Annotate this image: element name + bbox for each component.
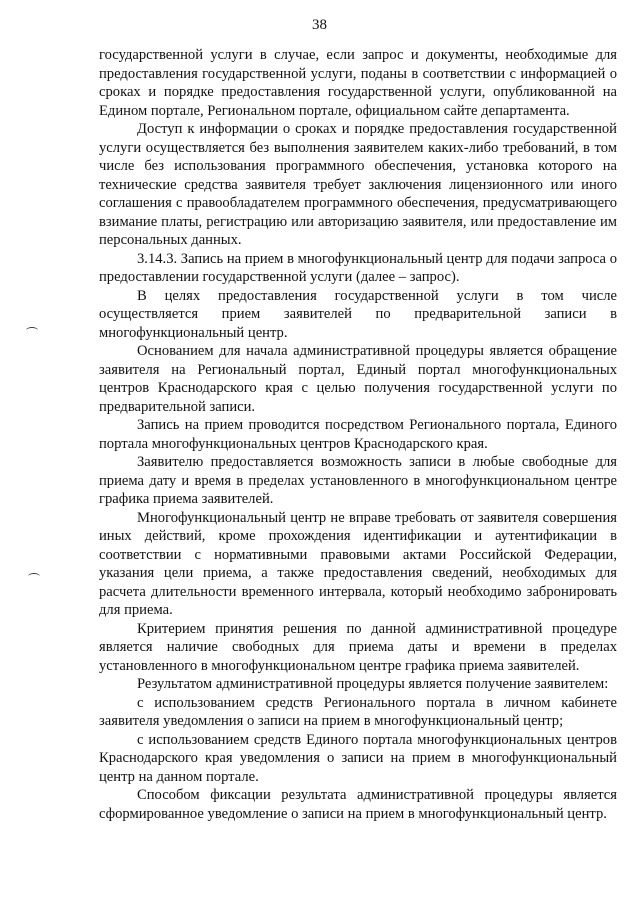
paragraph-result-regional: с использованием средств Регионального портала в личном кабинете заявителя уведомления о записи на прием в многофункциональный центр; [99,694,617,729]
paragraph-continuation: государственной услуги в случае, если запрос и документы, необходимые для предоставления государственной услуги, поданы в соответствии с информацией о сроках и порядке предоставления государственной услуги, опубликованной на Едином портале, Региональном портале, официальном сайте департамента. [99,47,617,119]
paragraph-preliminary-record: В целях предоставления государственной услуги в том числе осуществляется прием заявителей по предварительной записи в многофункциональный центр. [99,287,617,341]
paragraph-access-info: Доступ к информации о сроках и порядке предоставления государственной услуги осуществляется без выполнения заявителем каких-либо требований, в том числе без использования программного обеспечения, установка которого на технические средства заявителя требует заключения лицензионного или иного соглашения с правообладателем программного обеспечения, предусматривающего взимание платы, регистрацию или авторизацию заявителя, или предоставление им персональных данных. [99,121,617,248]
paragraph-result: Результатом административной процедуры является получение заявителем: [137,676,609,692]
section-heading-3-14-3: 3.14.3. Запись на прием в многофункциональный центр для подачи запроса о предоставлении государственной услуги (далее – запрос). [99,250,617,285]
margin-mark-lower [28,573,40,580]
paragraph-record-means: Запись на прием проводится посредством Регионального портала, Единого портала многофункциональных центров Краснодарского края. [99,417,617,452]
paragraph-basis: Основанием для начала административной процедуры является обращение заявителя на Региональный портал, Единый портал многофункциональных центров Краснодарского края с целью получения государственной услуги по предварительной записи. [99,343,617,415]
margin-mark-upper [26,327,38,334]
paragraph-fixation: Способом фиксации результата административной процедуры является сформированное уведомление о записи на прием в многофункциональный центр. [99,787,617,822]
paragraph-result-unified: с использованием средств Единого портала многофункциональных центров Краснодарского края уведомления о записи на прием в многофункциональный центр на данном портале. [99,731,617,785]
paragraph-decision-criterion: Критерием принятия решения по данной административной процедуре является наличие свободных для приема даты и времени в пределах установленного в многофункциональном центре графика приема заявителей. [99,620,617,674]
paragraph-mfc-restrictions: Многофункциональный центр не вправе требовать от заявителя совершения иных действий, кроме прохождения идентификации и аутентификации в соответствии с нормативными правовыми актами Российской Федерации, указания цели приема, а также предоставления сведений, необходимых для расчета длительности временного интервала, который необходимо забронировать для приема. [99,509,617,618]
document-body [99,46,617,823]
paragraph-record-possibility: Заявителю предоставляется возможность записи в любые свободные для приема дату и время в пределах установленного в многофункциональном центре графика приема заявителей. [99,454,617,507]
page-number: 38 [312,17,327,33]
